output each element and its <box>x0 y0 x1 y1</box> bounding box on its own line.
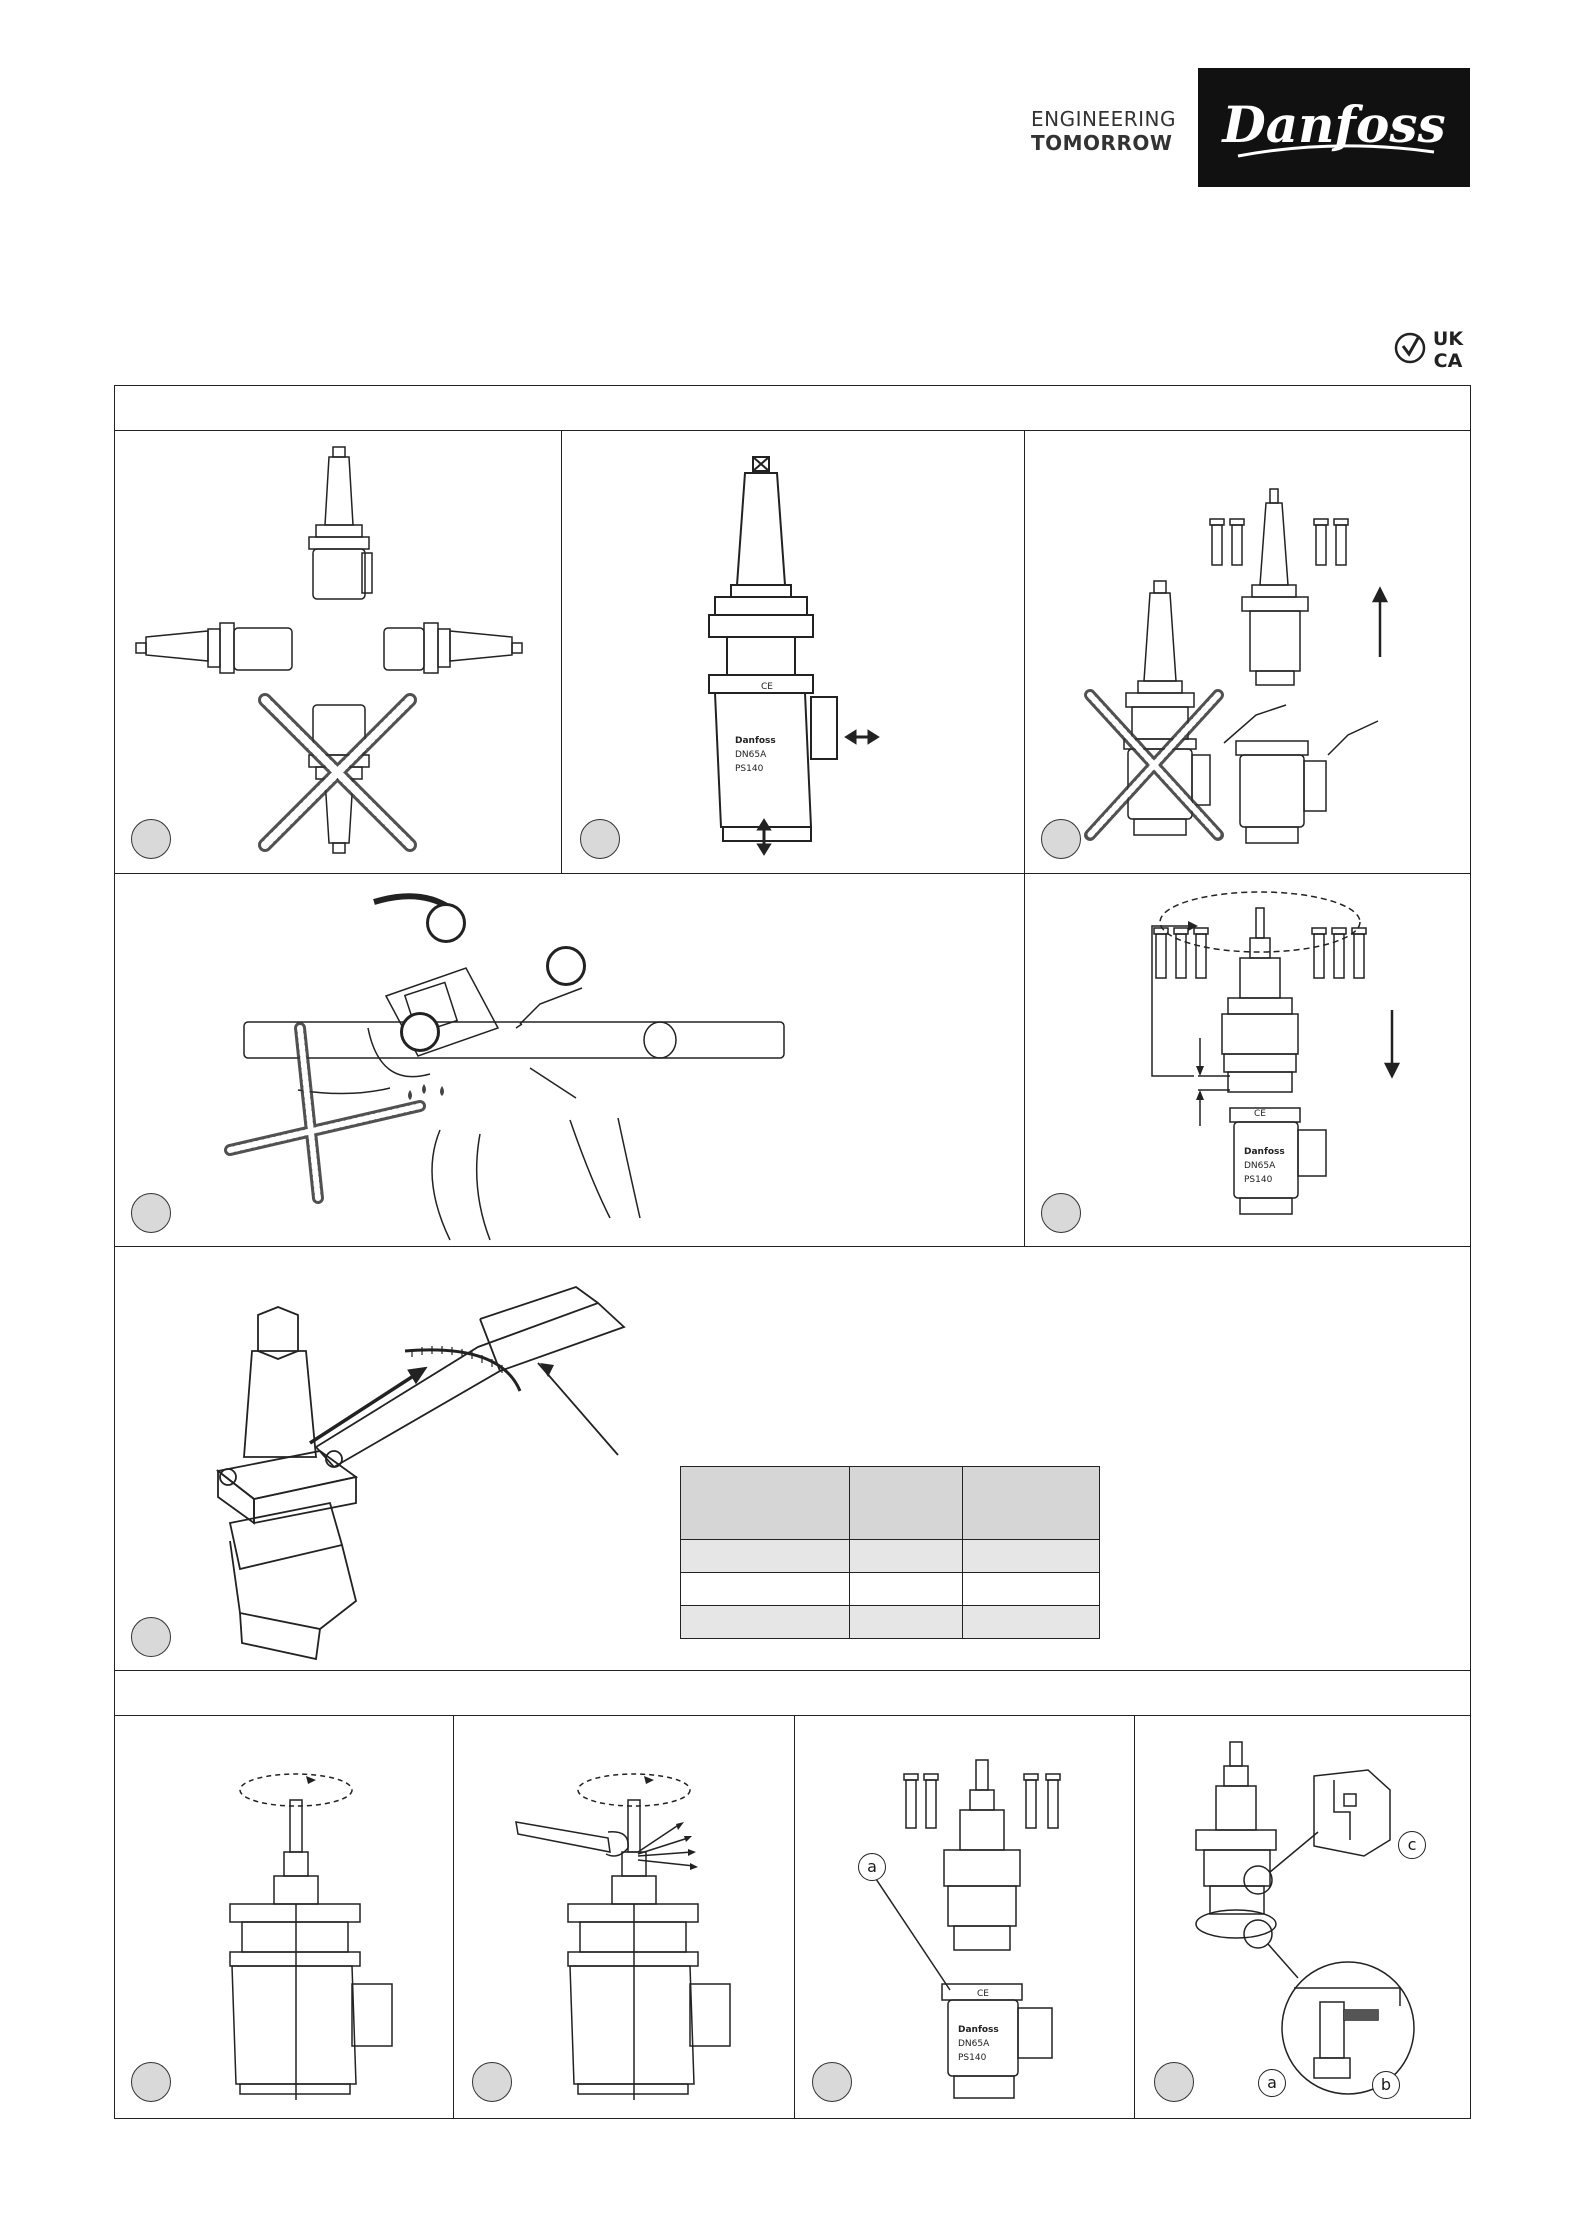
seal-detail-illustration <box>1138 1720 1468 2115</box>
valve-orientation-illustration <box>120 435 555 865</box>
callout-circle-1 <box>426 903 466 943</box>
panel9-brand: Danfoss <box>958 2025 999 2035</box>
table-cell <box>850 1540 963 1573</box>
table-cell <box>963 1606 1100 1639</box>
table-cell <box>681 1573 850 1606</box>
nameplate-pressure: PS140 <box>735 764 764 774</box>
section-header-rule <box>114 430 1471 431</box>
table-cell <box>681 1540 850 1573</box>
panel5-brand: Danfoss <box>1244 1147 1285 1157</box>
callout-circle-3 <box>400 1012 440 1052</box>
col-divider-r1b <box>1024 430 1025 1246</box>
table-row <box>681 1573 1100 1606</box>
torque-table <box>680 1466 1100 1639</box>
brand-tagline <box>1031 107 1176 155</box>
spindle-rotation-illustration <box>120 1720 450 2115</box>
section-header-rule-3 <box>114 1715 1471 1716</box>
table-cell <box>850 1573 963 1606</box>
row-divider-1 <box>114 873 1471 874</box>
callout-label-a-detail: a <box>1258 2069 1286 2097</box>
table-cell <box>681 1606 850 1639</box>
table-row <box>681 1540 1100 1573</box>
callout-label-c: c <box>1398 1831 1426 1859</box>
nameplate-model: DN65A <box>735 750 767 760</box>
panel9-pressure: PS140 <box>958 2053 987 2063</box>
table-cell <box>963 1540 1100 1573</box>
table-cell <box>963 1573 1100 1606</box>
bonnet-refit-gap-illustration <box>1028 878 1468 1242</box>
ukca-mark <box>1394 326 1474 370</box>
tagline-line-1: ENGINEERING <box>1031 107 1176 131</box>
ukca-line-2: CA <box>1433 350 1463 370</box>
ukca-line-1: UK <box>1432 328 1464 350</box>
col-divider-r4a <box>453 1715 454 2119</box>
col-divider-r4c <box>1134 1715 1135 2119</box>
panel5-pressure: PS140 <box>1244 1175 1273 1185</box>
nameplate-brand: Danfoss <box>735 736 776 746</box>
panel9-model: DN65A <box>958 2039 990 2049</box>
wrench-spindle-illustration <box>458 1720 790 2115</box>
panel9-ce: CE <box>977 1989 989 1999</box>
nameplate-ce: CE <box>761 682 773 692</box>
panel5-ce: CE <box>1254 1109 1266 1119</box>
table-header-cell <box>681 1467 850 1540</box>
torque-wrench-illustration <box>120 1251 680 1666</box>
valve-flow-direction-illustration <box>565 435 1020 865</box>
no-welding-assembled-illustration <box>1028 435 1468 865</box>
callout-circle-2 <box>546 946 586 986</box>
table-header-cell <box>850 1467 963 1540</box>
table-row <box>681 1606 1100 1639</box>
callout-label-a: a <box>858 1853 886 1881</box>
callout-label-b: b <box>1372 2071 1400 2099</box>
pipe-welding-illustration <box>120 878 1020 1242</box>
table-cell <box>850 1606 963 1639</box>
section-header-rule-2 <box>114 1670 1471 1671</box>
table-header-cell <box>963 1467 1100 1540</box>
tagline-line-2: TOMORROW <box>1031 131 1173 155</box>
logo-wordmark: Danfoss <box>1222 95 1446 154</box>
col-divider-r1a <box>561 430 562 873</box>
danfoss-logo <box>1198 68 1470 187</box>
col-divider-r4b <box>794 1715 795 2119</box>
panel5-model: DN65A <box>1244 1161 1276 1171</box>
table-header-row <box>681 1467 1100 1540</box>
row-divider-2 <box>114 1246 1471 1247</box>
bonnet-removal-illustration <box>798 1720 1130 2115</box>
